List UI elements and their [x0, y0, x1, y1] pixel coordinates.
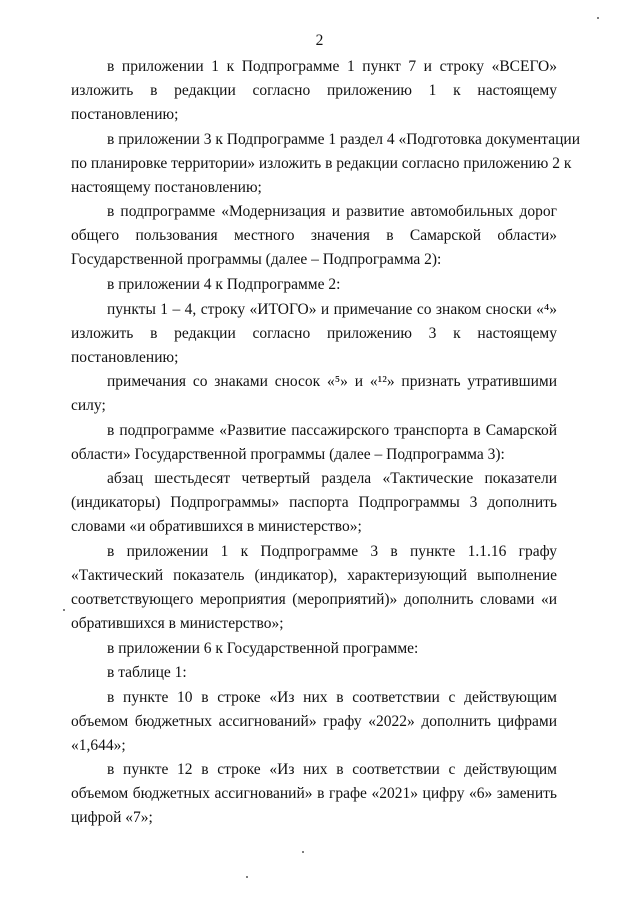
paragraph-1: [71, 55, 557, 127]
text-line: в пункте 12 в строке «Из них в соответствии с действующим: [107, 761, 557, 778]
paragraph-4: [71, 273, 557, 297]
text-line: в приложении 3 к Подпрограмме 1 раздел 4 «Подготовка документации: [107, 131, 580, 148]
text-line: области» Государственной программы (далее – Подпрограмма 3):: [71, 446, 505, 463]
paragraph-11: [71, 661, 557, 685]
text-line: в таблице 1:: [107, 664, 187, 681]
scan-speck: [302, 851, 304, 853]
text-line: в приложении 1 к Подпрограмме 1 пункт 7 и строку «ВСЕГО»: [107, 58, 557, 75]
text-line: в пункте 10 в строке «Из них в соответствии с действующим: [107, 689, 557, 706]
text-line: по планировке территории» изложить в редакции согласно приложению 2 к: [71, 155, 572, 172]
text-line: изложить в редакции согласно приложению 3 к настоящему: [71, 325, 557, 342]
text-line: пункты 1 – 4, строку «ИТОГО» и примечание со знаком сноски «⁴»: [107, 301, 557, 318]
paragraph-7: [71, 419, 557, 467]
scan-speck: [597, 17, 599, 19]
text-line: цифрой «7»;: [71, 809, 153, 826]
scan-speck: [246, 876, 248, 878]
text-line: соответствующего мероприятия (мероприятий)» дополнить словами «и: [71, 591, 557, 608]
paragraph-5: [71, 298, 557, 370]
text-line: общего пользования местного значения в Самарской области»: [71, 227, 557, 244]
paragraph-3: [71, 200, 557, 272]
text-line: обратившихся в министерство»;: [71, 615, 284, 632]
text-line: в приложении 4 к Подпрограмме 2:: [107, 276, 341, 293]
text-line: Государственной программы (далее – Подпрограмма 2):: [71, 251, 442, 268]
page-number: 2: [315, 32, 324, 49]
text-line: изложить в редакции согласно приложению 1 к настоящему: [71, 82, 557, 99]
text-line: объемом бюджетных ассигнований» в графе «2021» цифру «6» заменить: [71, 785, 557, 802]
scan-speck: [63, 609, 65, 611]
text-line: в подпрограмме «Модернизация и развитие автомобильных дорог: [107, 203, 557, 220]
paragraph-10: [71, 637, 557, 661]
text-line: «Тактический показатель (индикатор), характеризующий выполнение: [71, 567, 557, 584]
paragraph-9: [71, 540, 557, 636]
text-line: абзац шестьдесят четвертый раздела «Тактические показатели: [107, 470, 557, 487]
text-line: настоящему постановлению;: [71, 179, 262, 196]
text-line: постановлению;: [71, 106, 179, 123]
paragraph-2: [71, 128, 580, 200]
paragraph-12: [71, 686, 557, 758]
text-line: в подпрограмме «Развитие пассажирского транспорта в Самарской: [107, 422, 557, 439]
text-line: примечания со знаками сносок «⁵» и «¹²» признать утратившими: [107, 373, 557, 390]
text-line: постановлению;: [71, 349, 179, 366]
text-line: в приложении 6 к Государственной программе:: [107, 640, 419, 657]
text-line: «1,644»;: [71, 737, 126, 754]
text-line: (индикаторы) Подпрограммы» паспорта Подпрограммы 3 дополнить: [71, 494, 557, 511]
paragraph-8: [71, 467, 557, 539]
paragraph-6: [71, 370, 557, 418]
text-line: объемом бюджетных ассигнований» графу «2022» дополнить цифрами: [71, 713, 557, 730]
paragraph-13: [71, 758, 557, 830]
text-line: силу;: [71, 397, 106, 414]
text-line: в приложении 1 к Подпрограмме 3 в пункте 1.1.16 графу: [107, 543, 557, 560]
text-line: словами «и обратившихся в министерство»;: [71, 518, 362, 535]
